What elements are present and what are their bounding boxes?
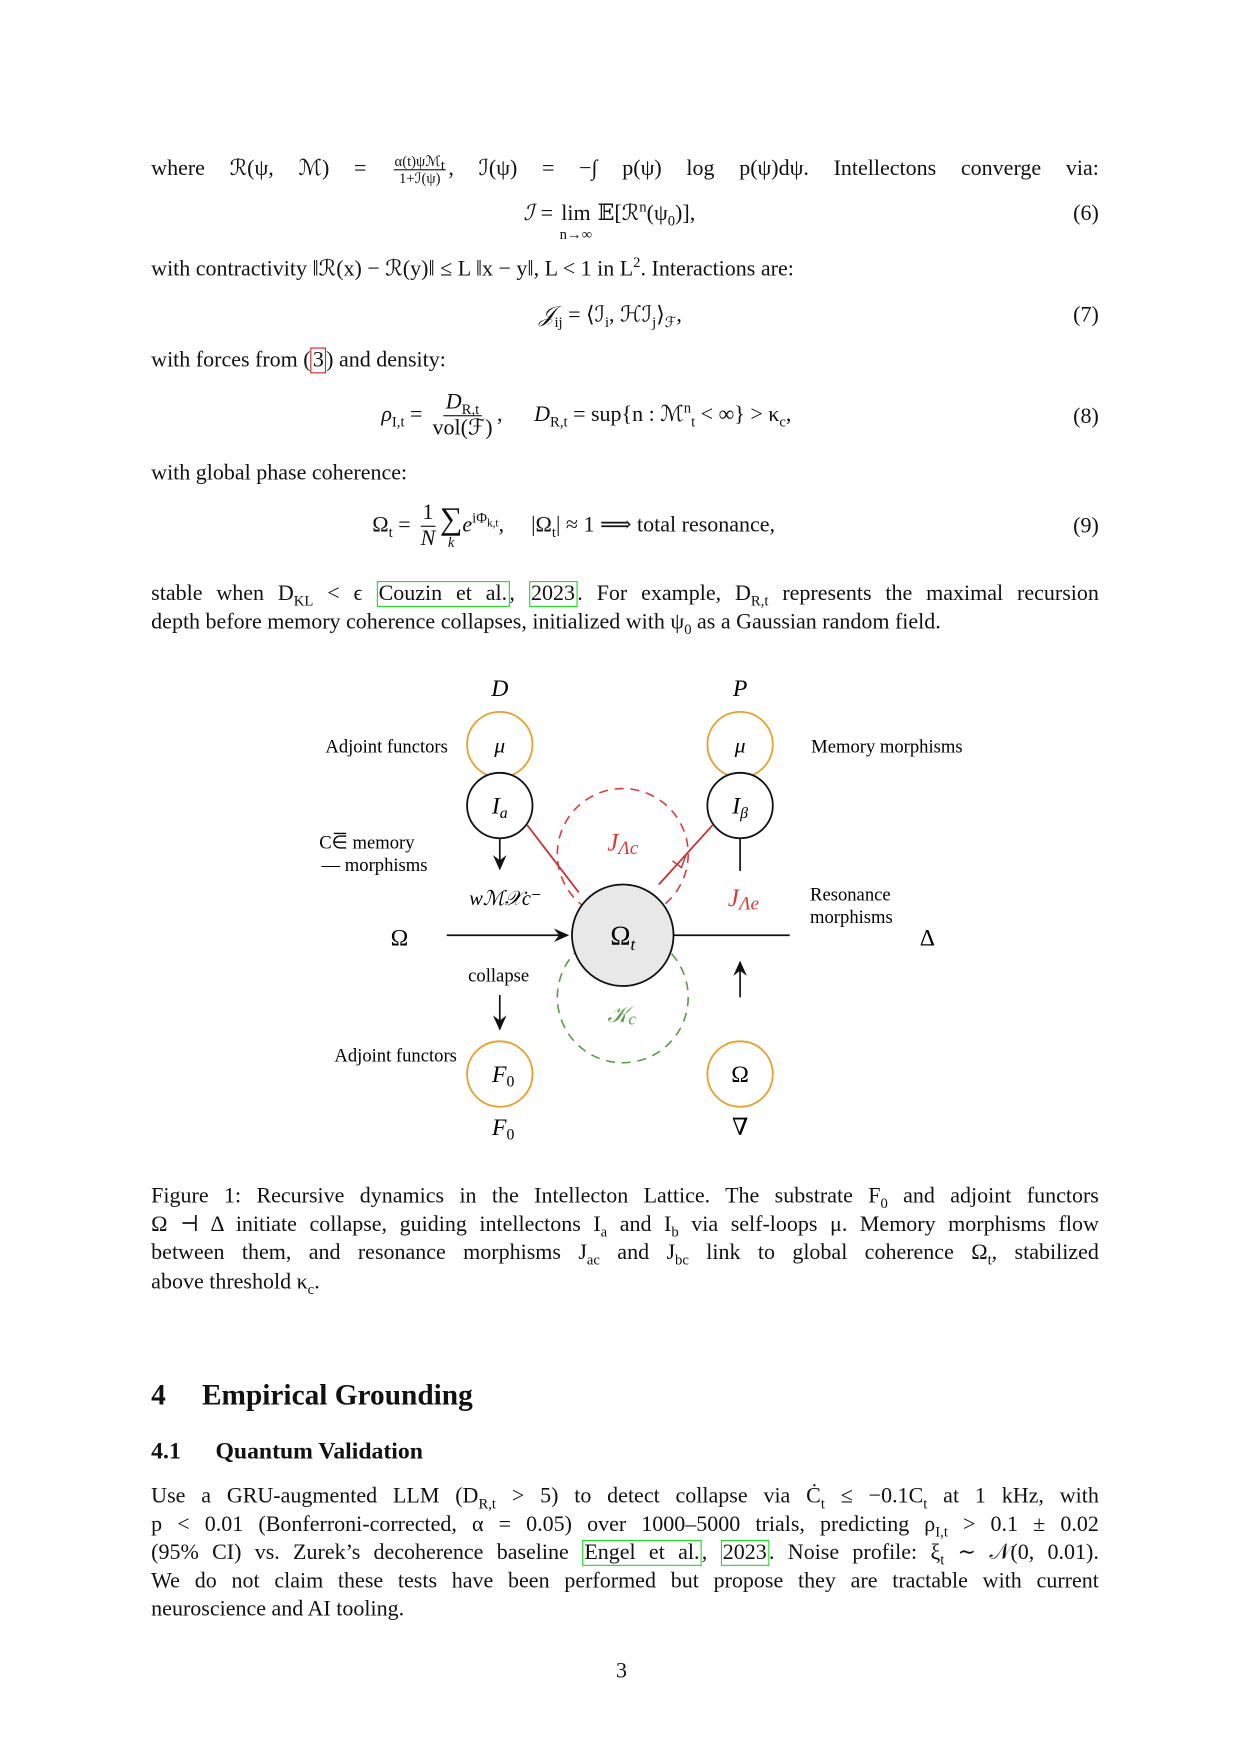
omega-node-label: Ω [731, 1061, 749, 1088]
f0-main: F [491, 1061, 507, 1088]
paragraph-line [151, 1568, 1099, 1595]
math: ℛ(ψ, ℳ) = [229, 156, 392, 181]
ia-to-center-line [527, 825, 579, 893]
equation-number: (7) [1073, 303, 1099, 328]
resonance-label-2: morphisms [810, 906, 893, 928]
lim: lim [561, 201, 591, 226]
label-p: P [732, 676, 748, 703]
text: with global phase coherence: [151, 461, 408, 486]
kappa-label [607, 1002, 636, 1028]
math: , [676, 303, 682, 328]
wm-label: wℳ𝒳c⁻ [469, 887, 542, 910]
text: stable when D [151, 582, 294, 606]
citation-year-link[interactable]: 2023 [721, 1540, 770, 1566]
paragraph-line [151, 1484, 1099, 1511]
text: and adjoint functors [887, 1184, 1099, 1209]
text: with contractivity ‖ℛ(x) − ℛ(y)‖ ≤ L ‖x − y‖, L < 1 in L [151, 257, 634, 281]
text: and J [599, 1240, 676, 1265]
mu-left-label: μ [494, 733, 506, 758]
math: , [498, 513, 505, 537]
legend-line-2: — morphisms [321, 854, 428, 876]
mu-right-label: μ [734, 733, 746, 758]
text: via self-loops μ. Memory morphisms flow [678, 1212, 1099, 1237]
kappa-sub: c [628, 1009, 636, 1029]
text: p < 0.01 (Bonferroni-corrected, α = 0.05) over 1000–5000 trials, predicting ρ [151, 1512, 936, 1537]
sup: n [639, 197, 647, 215]
text: ∼ 𝒩(0, 0.01). [944, 1541, 1099, 1565]
sub: b [671, 1222, 679, 1240]
text: (95% CI) vs. Zurek’s decoherence baseline [151, 1541, 583, 1565]
math: 𝒥 [539, 303, 555, 328]
sub: ℱ [664, 313, 677, 331]
text: between them, and resonance morphisms J [151, 1240, 587, 1265]
math: ⟩ [656, 303, 665, 328]
sup: 2 [633, 253, 641, 271]
text: above threshold κ [151, 1270, 308, 1295]
center-main: Ω [610, 920, 631, 951]
sub: t [691, 412, 696, 430]
sub: R,t [461, 400, 480, 418]
f0-sub: 0 [506, 1073, 515, 1091]
sub: I,t [935, 1522, 948, 1540]
text: > 0.1 ± 0.02 [947, 1512, 1099, 1537]
math: | ≈ 1 ⟹ total resonance, [555, 513, 776, 537]
sub: i [604, 313, 610, 331]
sub: t [940, 1551, 945, 1569]
ia-main: I [491, 793, 500, 820]
math: = [404, 402, 428, 427]
sub: KL [293, 592, 314, 610]
j-ae-main: J [727, 884, 739, 912]
text: with forces from ( [151, 348, 311, 373]
j-ac-sub: Λc [618, 838, 639, 860]
center-sub: t [630, 934, 636, 954]
math: ρ [381, 402, 392, 427]
sub: t [551, 523, 556, 541]
equation-number: (6) [1073, 201, 1099, 226]
citation-link[interactable]: Couzin et al. [376, 581, 509, 607]
collapse-label: collapse [468, 965, 530, 987]
sub: c [779, 412, 786, 430]
equation-number: (9) [1073, 514, 1099, 539]
equation-reference-link[interactable]: 3 [311, 347, 327, 373]
subsection-heading [151, 1437, 423, 1465]
text: We do not claim these tests have been performed but propose they are tractable with current [151, 1569, 1099, 1593]
text: represents the maximal recursion [768, 582, 1099, 606]
text: < ϵ [313, 582, 377, 606]
caption-line [151, 1269, 1099, 1296]
sub: 0 [880, 1194, 888, 1212]
text: as a Gaussian random field. [691, 610, 941, 635]
sup: n [683, 398, 692, 416]
f0-bottom-sub: 0 [506, 1126, 515, 1144]
ia-sub: a [499, 804, 508, 822]
label-d: D [491, 676, 509, 703]
citation-year-link[interactable]: 2023 [529, 581, 578, 607]
sub: j [652, 313, 657, 331]
sub: k,t [486, 517, 499, 531]
delta-right-label: Δ [919, 925, 935, 952]
math: |Ω [531, 513, 552, 537]
j-ac-label [607, 830, 639, 859]
text: neuroscience and AI tooling. [151, 1597, 405, 1622]
nabla-label: ∇ [731, 1114, 749, 1141]
math: , [497, 402, 503, 427]
subscript: t [440, 156, 445, 174]
denominator: N [420, 526, 436, 551]
text: . [314, 1270, 320, 1295]
f0-bottom-label [491, 1115, 514, 1144]
math: , ℋℐ [609, 303, 653, 328]
paragraph-line [151, 1540, 1099, 1567]
text: . Interactions are: [640, 257, 794, 281]
denominator: 1+ℐ(ψ) [399, 169, 441, 187]
math: (ψ [646, 201, 668, 226]
sub: I,t [391, 412, 405, 430]
resonance-label-1: Resonance [810, 884, 891, 906]
section-heading [151, 1379, 473, 1413]
math: < ∞} > κ [695, 402, 780, 427]
sub: bc [675, 1251, 689, 1268]
math: = sup{n : ℳ [567, 402, 684, 427]
text: and I [607, 1212, 672, 1237]
citation-link[interactable]: Engel et al. [582, 1540, 702, 1566]
text: link to global coherence Ω [688, 1240, 988, 1265]
numerator: α(t)ψℳ [394, 152, 441, 170]
sub: t [987, 1251, 992, 1268]
sub: R,t [550, 412, 568, 430]
math: , [785, 402, 792, 427]
math: ℐ = [523, 201, 560, 226]
ib-main: I [732, 793, 741, 820]
text: Ω ⊣ Δ initiate collapse, guiding intellectons I [151, 1212, 601, 1237]
sub: 0 [684, 620, 692, 638]
math: D [534, 402, 551, 427]
f0-bottom-main: F [491, 1114, 507, 1141]
adjoint-functors-bottom-label: Adjoint functors [334, 1045, 457, 1067]
caption-line [151, 1240, 1099, 1267]
numerator: 1 [420, 501, 436, 527]
caption-line [151, 1183, 1099, 1210]
section-title: Empirical Grounding [201, 1378, 473, 1412]
text: depth before memory coherence collapses, initialized with ψ [151, 610, 685, 635]
text: > 5) to detect collapse via Ċ [495, 1484, 821, 1509]
sub: R,t [750, 592, 769, 610]
subsection-number: 4.1 [151, 1437, 181, 1465]
sum-index: k [447, 533, 455, 550]
math: e [462, 513, 473, 537]
text: . For example, D [577, 582, 751, 606]
sub: a [600, 1222, 608, 1240]
text: , [701, 1541, 708, 1565]
sub: ij [554, 313, 563, 331]
text: at 1 kHz, with [927, 1484, 1099, 1509]
kappa-main: 𝒦 [607, 1002, 629, 1028]
caption-line [151, 1212, 1099, 1239]
paragraph-line [151, 1512, 1099, 1539]
omega-left-label: Ω [390, 925, 409, 952]
text: Figure 1: Recursive dynamics in the Intellecton Lattice. The substrate F [151, 1184, 881, 1209]
lim-sub: n→∞ [559, 225, 593, 243]
math: = [392, 513, 417, 537]
page-number: 3 [615, 1659, 627, 1684]
text: , ℐ(ψ) = −∫ p(ψ) log p(ψ)dψ. Intellectons converge via: [448, 156, 1099, 181]
math: Ω [372, 513, 389, 537]
text: ) and density: [326, 348, 446, 373]
math: 𝔼[ℛ [592, 201, 640, 226]
memory-morphisms-label: Memory morphisms [811, 736, 963, 758]
sup-text: iΦ [472, 509, 487, 527]
text: Use a GRU-augmented LLM (D [151, 1484, 479, 1509]
paragraph-line [151, 1596, 1099, 1623]
ib-sub: β [740, 804, 748, 822]
sub: t [923, 1494, 928, 1512]
denominator: vol(ℱ) [432, 416, 493, 440]
sub: 0 [667, 211, 676, 229]
legend-line-1: C⋶ memory [319, 832, 415, 854]
j-ae-sub: Λe [738, 893, 760, 915]
section-number: 4 [151, 1378, 166, 1412]
j-ae-label [728, 885, 760, 914]
numerator: D [445, 390, 462, 415]
text: , [509, 582, 515, 606]
ib-to-center-arrow [659, 825, 713, 885]
math: )], [675, 201, 696, 226]
sub: ac [586, 1251, 600, 1268]
text: . Noise profile: ξ [769, 1541, 941, 1565]
sub: c [307, 1280, 315, 1298]
equation-number: (8) [1073, 405, 1099, 429]
adjoint-functors-top-label: Adjoint functors [325, 736, 448, 758]
j-ac-main: J [607, 829, 619, 857]
sub: R,t [478, 1494, 496, 1512]
sum-symbol: ∑ [439, 501, 463, 537]
sub: t [820, 1494, 825, 1512]
text: , stabilized [991, 1240, 1099, 1265]
sub: t [388, 523, 393, 541]
text: ≤ −0.1C [824, 1484, 924, 1509]
text: where [151, 156, 230, 181]
math: = ⟨ℐ [562, 303, 605, 328]
subsection-title: Quantum Validation [215, 1437, 423, 1465]
